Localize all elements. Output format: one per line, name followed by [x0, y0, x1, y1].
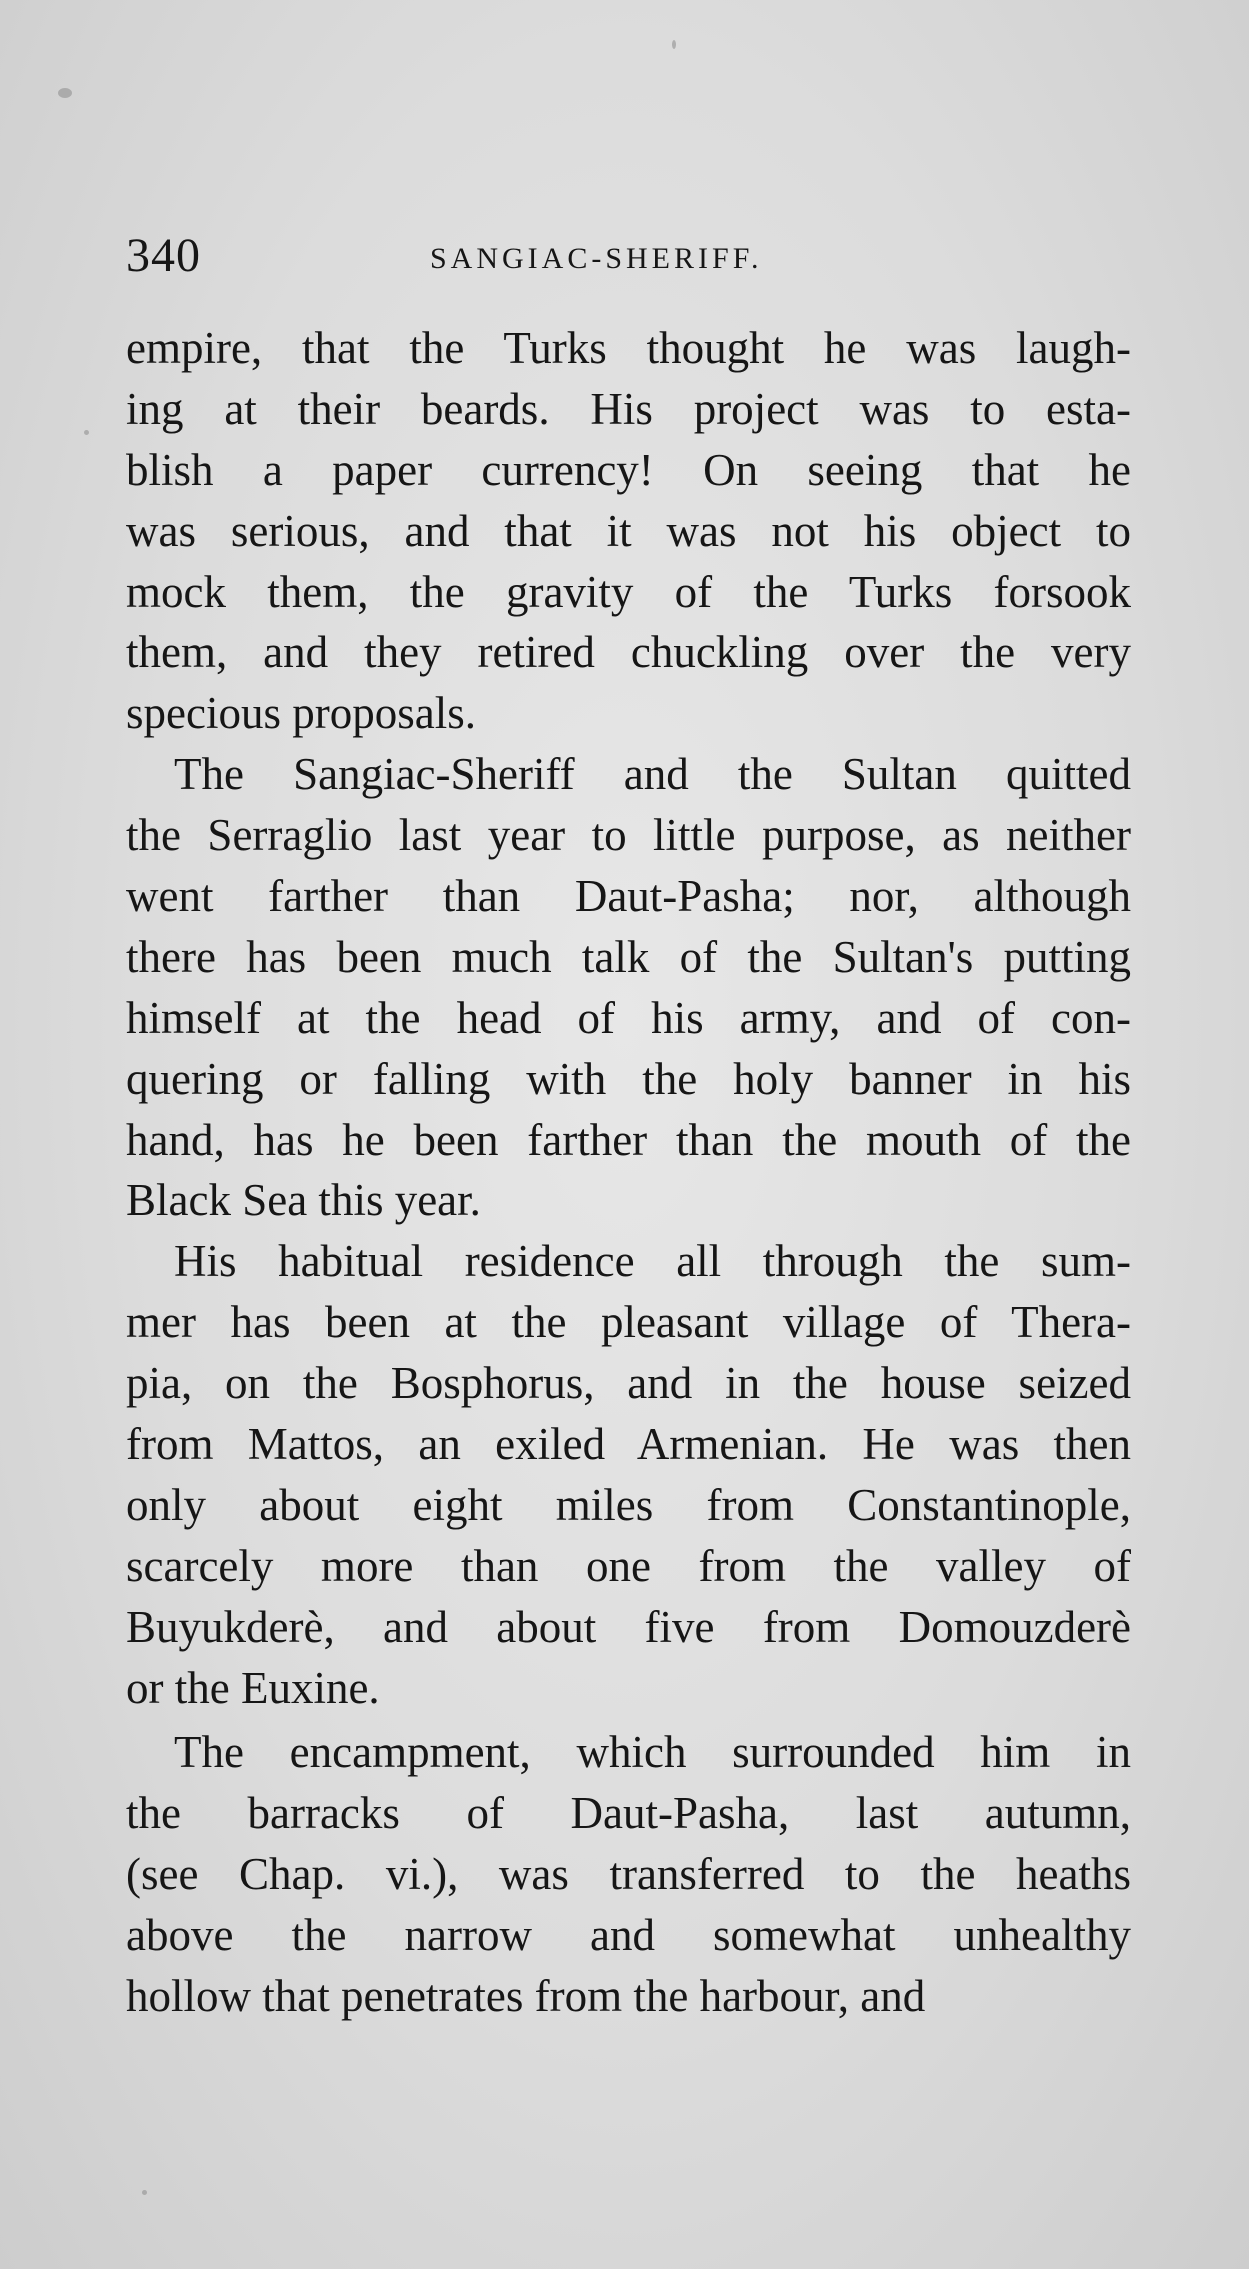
text-line: from Mattos, an exiled Armenian. He was then: [126, 1419, 1131, 1470]
body-text: [126, 318, 1131, 2027]
text-line: pia, on the Bosphorus, and in the house seized: [126, 1358, 1131, 1409]
paper-speck: [84, 430, 89, 435]
text-line: specious proposals.: [126, 688, 476, 739]
text-line: the Serraglio last year to little purpose, as neither: [126, 810, 1131, 861]
text-line: The encampment, which surrounded him in: [174, 1727, 1131, 1778]
text-line: was serious, and that it was not his object to: [126, 505, 1131, 556]
paper-speck: [142, 2190, 147, 2195]
text-line: above the narrow and somewhat unhealthy: [126, 1910, 1131, 1961]
text-line: The Sangiac-Sheriff and the Sultan quitted: [174, 749, 1131, 800]
text-line: the barracks of Daut-Pasha, last autumn,: [126, 1788, 1131, 1839]
paper-speck: [672, 40, 676, 49]
running-title: SANGIAC-SHERIFF.: [430, 242, 763, 275]
text-line: hollow that penetrates from the harbour, and: [126, 1971, 926, 2022]
text-line: them, and they retired chuckling over the very: [126, 627, 1131, 678]
paper-speck: [58, 88, 72, 98]
text-line: blish a paper currency! On seeing that he: [126, 444, 1131, 495]
running-head: [126, 226, 1131, 286]
text-line: went farther than Daut-Pasha; nor, although: [126, 871, 1131, 922]
text-line: (see Chap. vi.), was transferred to the heaths: [126, 1849, 1131, 1900]
text-line: quering or falling with the holy banner in his: [126, 1053, 1131, 1104]
paragraph: [126, 318, 1131, 744]
text-line: ing at their beards. His project was to esta-: [126, 383, 1131, 434]
text-line: scarcely more than one from the valley of: [126, 1540, 1131, 1591]
text-line: or the Euxine.: [126, 1662, 380, 1713]
text-line: Black Sea this year.: [126, 1175, 481, 1226]
paragraph: [126, 744, 1131, 1231]
text-line: there has been much talk of the Sultan's putting: [126, 931, 1131, 982]
page-number: 340: [126, 229, 201, 282]
paragraph: [126, 1722, 1131, 2026]
text-line: Buyukderè, and about five from Domouzderè: [126, 1601, 1131, 1652]
text-line: His habitual residence all through the sum-: [174, 1236, 1131, 1287]
paragraph: [126, 1231, 1131, 1718]
text-line: only about eight miles from Constantinople,: [126, 1479, 1131, 1530]
text-line: hand, has he been farther than the mouth of the: [126, 1114, 1131, 1165]
text-line: mock them, the gravity of the Turks forsook: [126, 566, 1131, 617]
text-line: empire, that the Turks thought he was laugh-: [126, 323, 1131, 373]
text-line: mer has been at the pleasant village of Thera-: [126, 1297, 1131, 1348]
text-line: himself at the head of his army, and of con-: [126, 992, 1131, 1043]
